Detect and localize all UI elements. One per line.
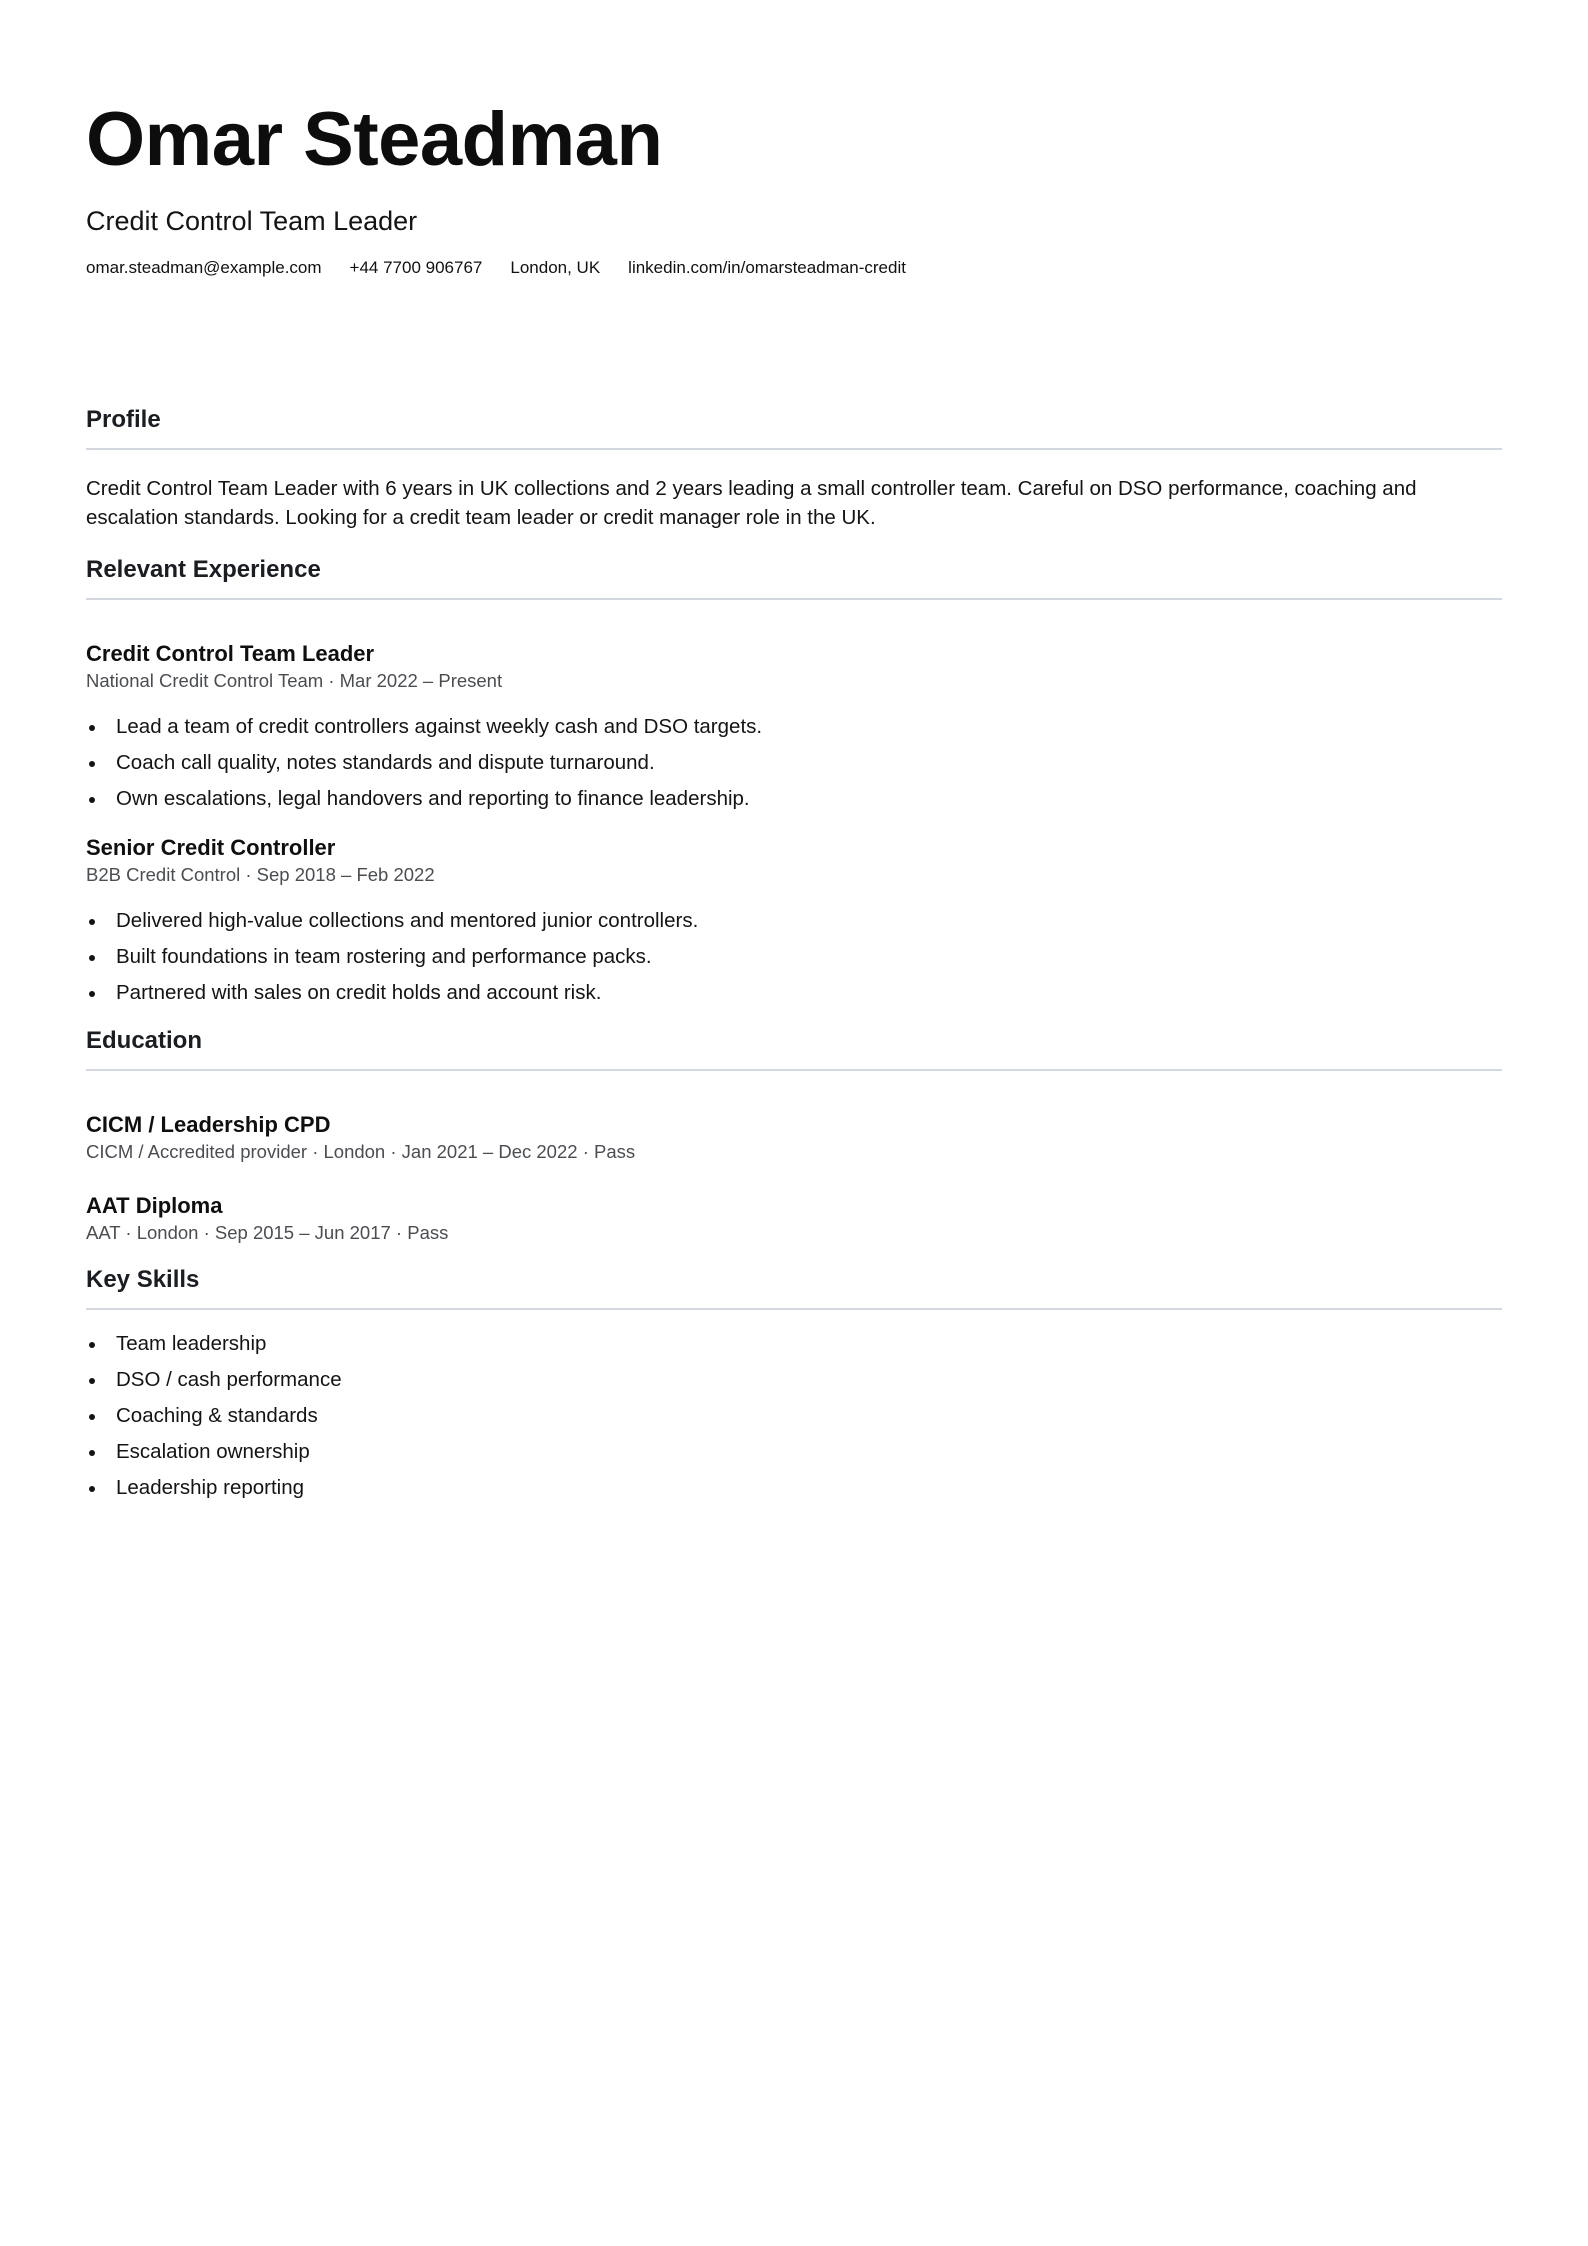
role-title: Senior Credit Controller — [86, 835, 336, 860]
skill-item: DSO / cash performance — [86, 1367, 1502, 1393]
qualification-title: AAT Diploma — [86, 1193, 223, 1218]
candidate-name: Omar Steadman — [86, 97, 663, 182]
role-meta: B2B Credit Control · Sep 2018 – Feb 2022 — [86, 864, 435, 885]
role-title: Credit Control Team Leader — [86, 641, 375, 666]
role-bullets — [86, 714, 1502, 812]
contact-line — [86, 256, 1502, 280]
section-title-skills: Key Skills — [86, 1265, 1502, 1310]
section-title-experience: Relevant Experience — [86, 555, 1502, 600]
experience-entry — [86, 834, 1502, 1006]
bullet-item: Built foundations in team rostering and performance packs. — [86, 944, 1502, 970]
bullet-item: Coach call quality, notes standards and dispute turnaround. — [86, 750, 1502, 776]
contact-phone: +44 7700 906767 — [349, 258, 483, 277]
skills-list — [86, 1331, 1502, 1501]
section-title-education: Education — [86, 1026, 1502, 1071]
education-entry — [86, 1111, 1502, 1164]
experience-entry — [86, 640, 1502, 812]
qualification-meta: AAT · London · Sep 2015 – Jun 2017 · Pass — [86, 1222, 449, 1243]
candidate-headline: Credit Control Team Leader — [86, 206, 418, 236]
bullet-item: Partnered with sales on credit holds and account risk. — [86, 980, 1502, 1006]
role-bullets — [86, 908, 1502, 1006]
bullet-item: Own escalations, legal handovers and reporting to finance leadership. — [86, 786, 1502, 812]
skill-item: Team leadership — [86, 1331, 1502, 1357]
skills-section — [86, 1265, 1502, 1501]
education-section — [86, 1026, 1502, 1245]
skill-item: Coaching & standards — [86, 1403, 1502, 1429]
contact-email: omar.steadman@example.com — [86, 258, 322, 277]
role-meta: National Credit Control Team · Mar 2022 – Present — [86, 670, 503, 691]
resume-header — [86, 0, 1502, 280]
qualification-title: CICM / Leadership CPD — [86, 1112, 331, 1137]
profile-section — [86, 405, 1502, 532]
profile-summary: Credit Control Team Leader with 6 years in UK collections and 2 years leading a small controller team. Careful on DSO performance, coaching and escalation standards. Looking for a credit team leader or credit manager role in the UK. — [86, 477, 1417, 529]
contact-location: London, UK — [510, 258, 601, 277]
skill-item: Escalation ownership — [86, 1439, 1502, 1465]
qualification-meta: CICM / Accredited provider · London · Jan 2021 – Dec 2022 · Pass — [86, 1141, 636, 1162]
bullet-item: Lead a team of credit controllers against weekly cash and DSO targets. — [86, 714, 1502, 740]
contact-linkedin: linkedin.com/in/omarsteadman-credit — [628, 258, 906, 277]
education-entry — [86, 1192, 1502, 1245]
experience-section — [86, 555, 1502, 1006]
section-title-profile: Profile — [86, 405, 1502, 450]
bullet-item: Delivered high-value collections and mentored junior controllers. — [86, 908, 1502, 934]
skill-item: Leadership reporting — [86, 1475, 1502, 1501]
